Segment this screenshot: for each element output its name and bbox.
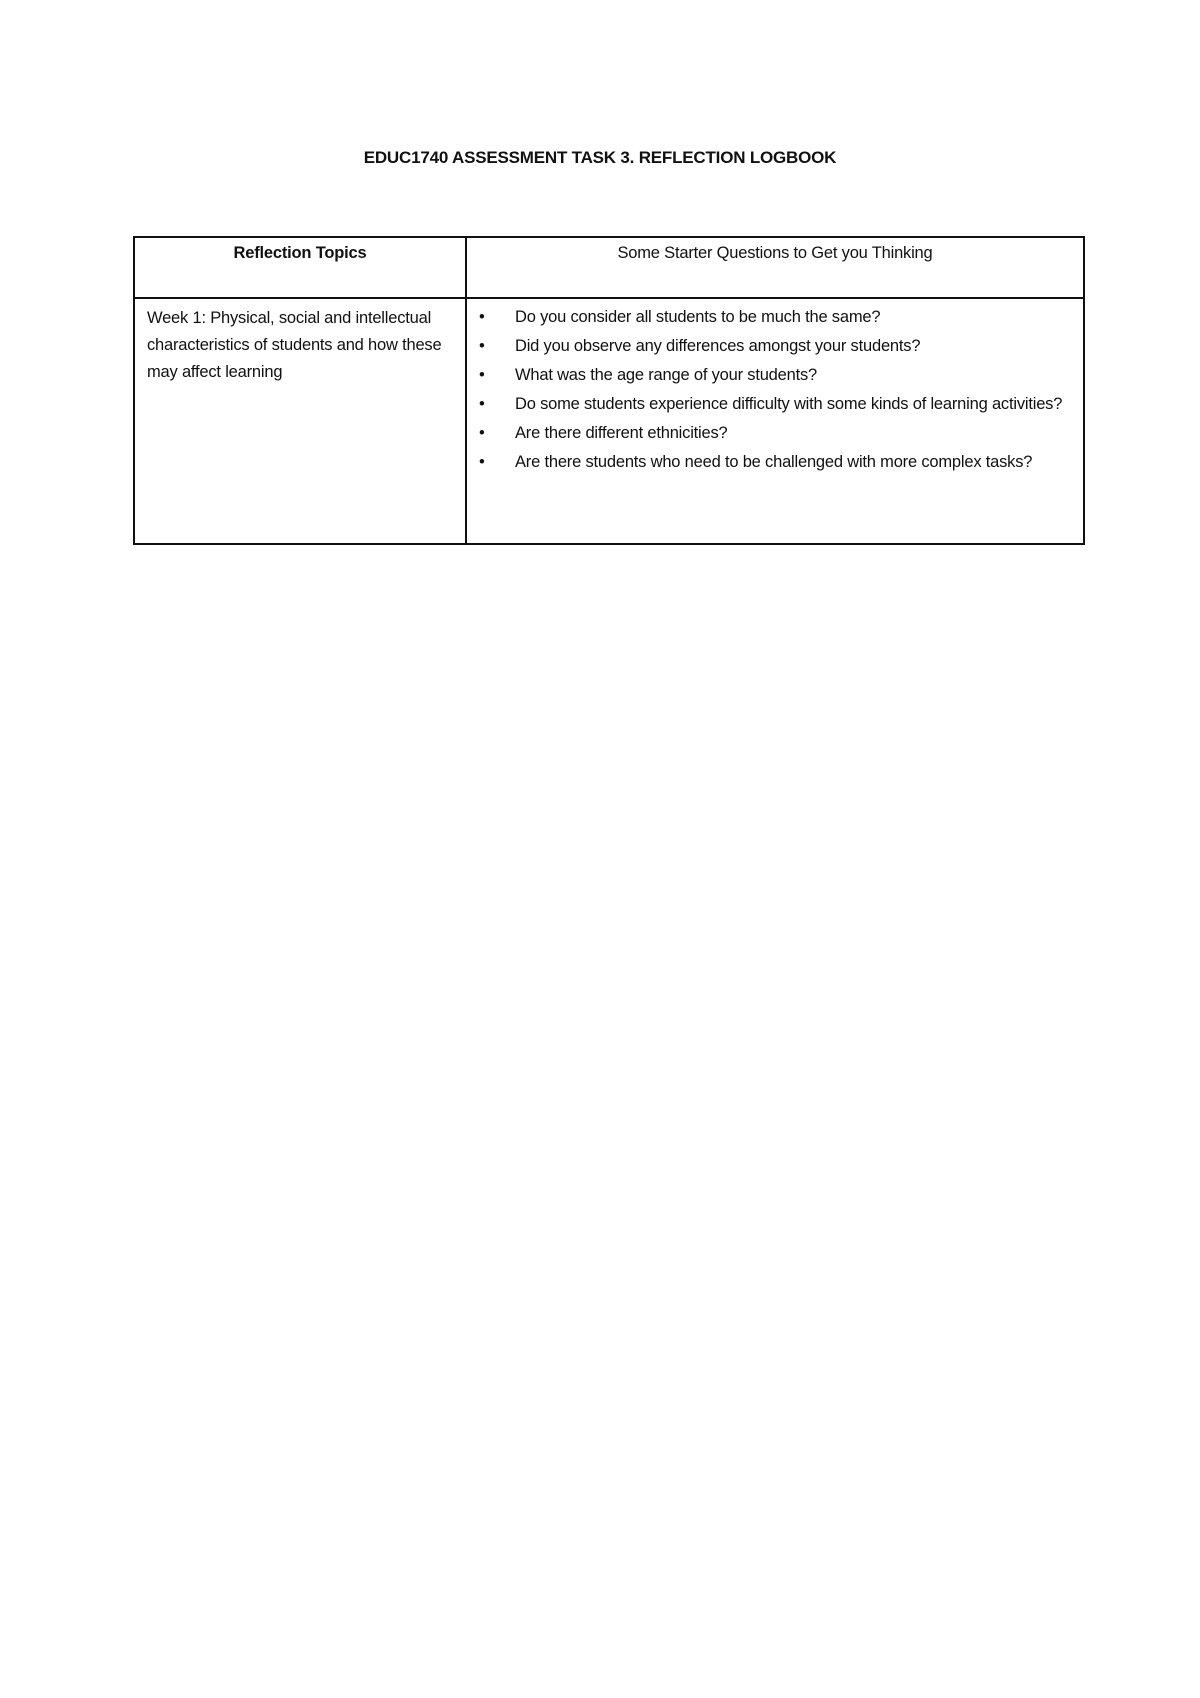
questions-cell xyxy=(466,298,1084,544)
header-starter-questions: Some Starter Questions to Get you Thinking xyxy=(466,237,1084,298)
list-item: • What was the age range of your students? xyxy=(479,361,1071,390)
bullet-icon: • xyxy=(479,308,485,326)
topic-cell: Week 1: Physical, social and intellectual characteristics of students and how these may affect learning xyxy=(134,298,466,544)
bullet-icon: • xyxy=(479,424,485,442)
bullet-icon: • xyxy=(479,453,485,471)
list-item: • Did you observe any differences amongst your students? xyxy=(479,332,1071,361)
header-reflection-topics: Reflection Topics xyxy=(134,237,466,298)
document-title: EDUC1740 ASSESSMENT TASK 3. REFLECTION LOGBOOK xyxy=(363,148,837,167)
list-item: • Are there students who need to be challenged with more complex tasks? xyxy=(479,448,1071,477)
table-row xyxy=(134,298,1084,544)
questions-list xyxy=(479,303,1071,477)
list-item: • Are there different ethnicities? xyxy=(479,419,1071,448)
reflection-table xyxy=(133,236,1085,545)
bullet-icon: • xyxy=(479,395,485,413)
list-item: • Do you consider all students to be much the same? xyxy=(479,303,1071,332)
bullet-icon: • xyxy=(479,337,485,355)
list-item: • Do some students experience difficulty with some kinds of learning activities? xyxy=(479,390,1071,419)
table-header-row xyxy=(134,237,1084,298)
bullet-icon: • xyxy=(479,366,485,384)
